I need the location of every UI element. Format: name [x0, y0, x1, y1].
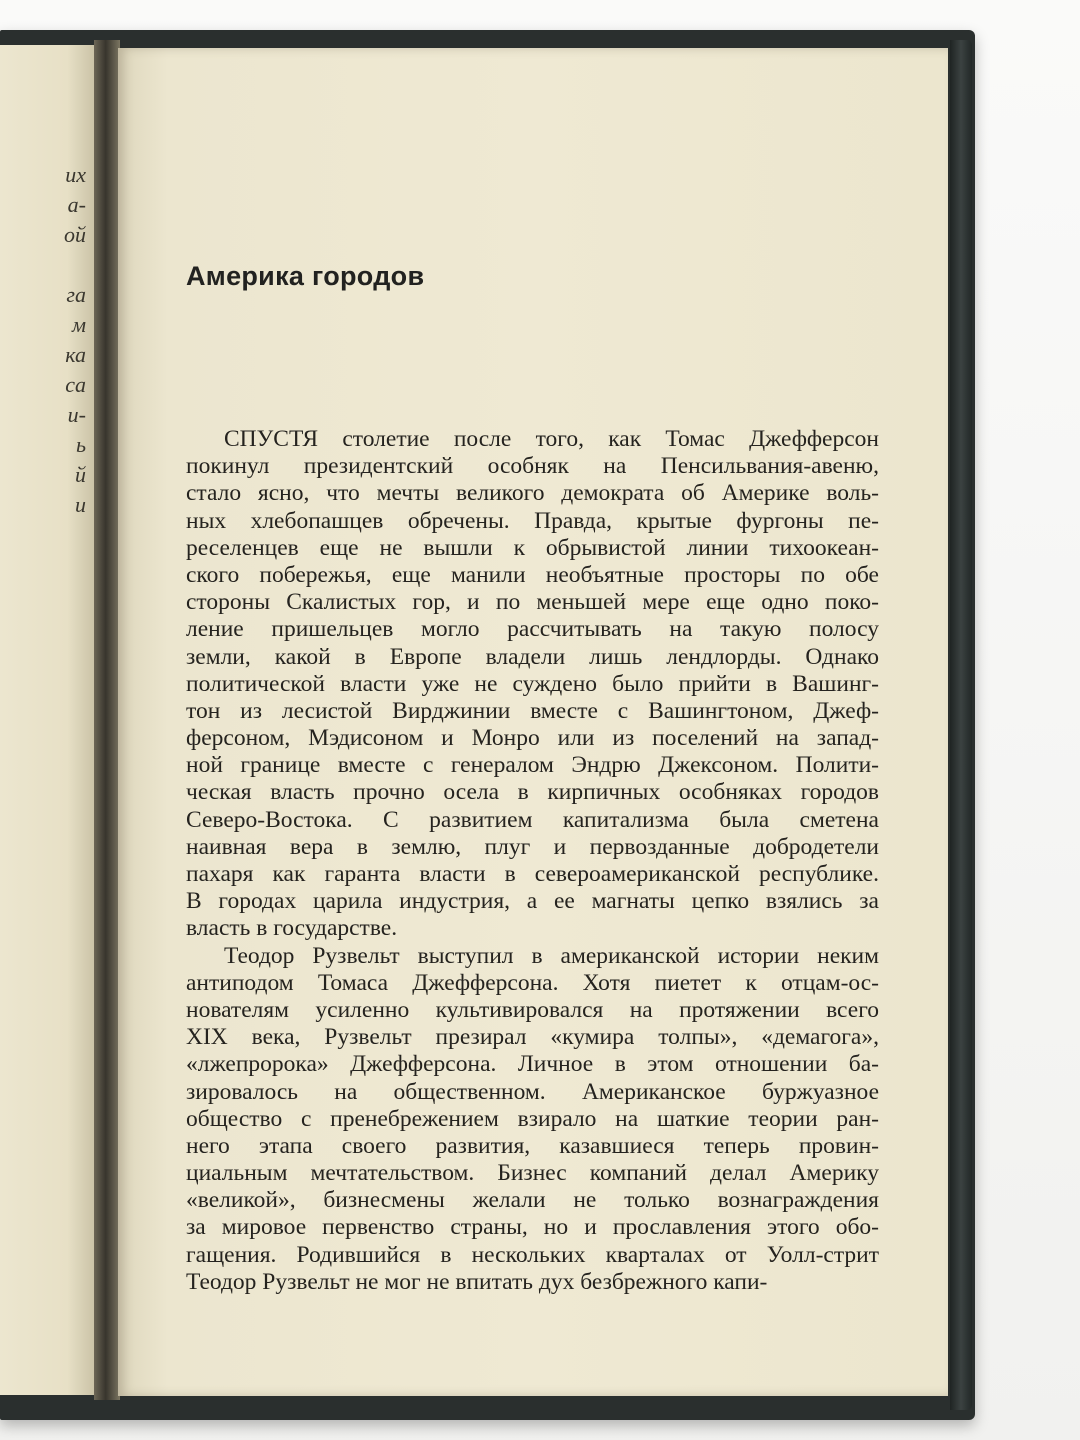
- text-line: наивная вера в землю, плуг и первозданные добродетели: [186, 833, 879, 860]
- text-line: «великой», бизнесмены желали не только вознаграждения: [186, 1187, 879, 1214]
- left-page-fragment: ca: [65, 372, 86, 397]
- text-line: реселенцев еще не вышли к обрывистой линии тихоокеан-: [186, 534, 879, 561]
- left-page-fragment: ой: [64, 222, 86, 247]
- text-line: зировалось на общественном. Американское буржуазное: [186, 1078, 879, 1105]
- paragraph-2: [186, 943, 879, 1296]
- text-line: XIX века, Рузвельт презирал «кумира толпы», «демагога»,: [186, 1024, 879, 1051]
- left-page-fragment: и-: [67, 402, 86, 427]
- text-line: ных хлебопашцев обречены. Правда, крытые фургоны пе-: [186, 507, 879, 534]
- text-line: «лжепророка» Джефферсона. Личное в этом отношении ба-: [186, 1051, 879, 1078]
- left-page-fragment: ка: [65, 342, 86, 367]
- chapter-title: Америка городов: [186, 261, 425, 292]
- text-line: циальным мечтательством. Бизнес компаний делал Америку: [186, 1160, 879, 1187]
- text-line: ферсоном, Мэдисоном и Монро или из поселений на запад-: [186, 725, 879, 752]
- book-gutter: [94, 40, 120, 1400]
- left-page-fragment: й: [75, 462, 86, 487]
- text-line: нователям усиленно культивировался на протяжении всего: [186, 996, 879, 1023]
- text-line: Теодор Рузвельт выступил в американской истории неким: [224, 942, 879, 969]
- text-line: земли, какой в Европе владели лишь лендлорды. Однако: [186, 643, 879, 670]
- paragraph-1: [186, 426, 879, 943]
- text-line: ского побережья, еще манили необъятные просторы по обе: [186, 561, 879, 588]
- left-page-fragment: м: [71, 312, 86, 337]
- text-line: общество с пренебрежением взирало на шаткие теории ран-: [186, 1105, 879, 1132]
- text-line: стало ясно, что мечты великого демократа об Америке воль-: [186, 480, 879, 507]
- text-line: стороны Скалистых гор, и по меньшей мере еще одно поко-: [186, 589, 879, 616]
- left-page-fragment: их: [65, 162, 86, 187]
- text-line: политической власти уже не суждено было прийти в Вашинг-: [186, 670, 879, 697]
- text-line: Северо-Востока. С развитием капитализма была сметена: [186, 806, 879, 833]
- left-page-fragment: а-: [67, 192, 86, 217]
- left-page: [0, 45, 96, 1395]
- text-line: пахаря как гаранта власти в североамериканской республике.: [186, 861, 879, 887]
- text-line: В городах царила индустрия, а ее магнаты цепко взялись за: [186, 888, 879, 915]
- text-line: ление пришельцев могло рассчитывать на такую полосу: [186, 616, 879, 643]
- text-line: власть в государстве.: [186, 915, 398, 942]
- left-page-fragment: га: [66, 282, 86, 307]
- book-cover-edge: [950, 40, 972, 1410]
- text-line: ческая власть прочно осела в кирпичных особняках городов: [186, 779, 879, 806]
- text-line: тон из лесистой Вирджинии вместе с Вашингтоном, Джеф-: [186, 697, 879, 724]
- text-line: антиподом Томаса Джефферсона. Хотя пиетет к отцам-ос-: [186, 969, 879, 996]
- left-page-fragment: и: [75, 492, 86, 517]
- left-page-text-fragments: [26, 160, 86, 520]
- body-text: [186, 426, 879, 1296]
- text-line: него этапа своего развития, казавшиеся теперь провин-: [186, 1132, 879, 1159]
- left-page-fragment: [26, 250, 86, 280]
- text-line: ной границе вместе с генералом Эндрю Джексоном. Полити-: [186, 752, 879, 779]
- text-line: СПУСТЯ столетие после того, как Томас Джефферсон: [224, 426, 879, 452]
- text-line: за мировое первенство страны, но и прославления этого обо-: [186, 1214, 879, 1241]
- text-line: Теодор Рузвельт не мог не впитать дух безбрежного капи-: [186, 1268, 768, 1295]
- text-line: покинул президентский особняк на Пенсильвания-авеню,: [186, 453, 879, 480]
- text-line: гащения. Родившийся в нескольких кварталах от Уолл-стрит: [186, 1241, 879, 1268]
- left-page-fragment: ь: [75, 432, 86, 457]
